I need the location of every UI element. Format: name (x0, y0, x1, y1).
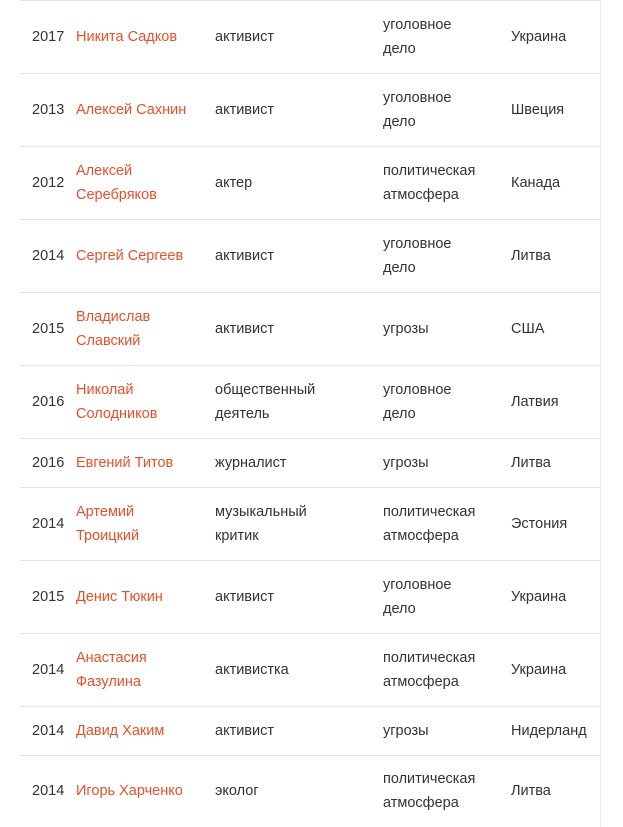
table-row (20, 439, 600, 488)
occupation-text: активист (215, 321, 275, 337)
reason-cell (383, 366, 511, 439)
name-cell (76, 439, 215, 488)
reason-text: политическая (383, 504, 476, 520)
name-cell (76, 634, 215, 707)
table-row (20, 74, 600, 147)
year-cell: 2017 (20, 1, 76, 74)
country-cell: Швеция (511, 74, 600, 147)
name-cell (76, 366, 215, 439)
reason-text: атмосфера (383, 795, 459, 811)
occupation-cell (215, 634, 383, 707)
reason-text: угрозы (383, 723, 429, 739)
occupation-cell (215, 293, 383, 366)
country-cell: Литва (511, 439, 600, 488)
name-cell (76, 74, 215, 147)
table-row (20, 634, 600, 707)
table-row (20, 561, 600, 634)
person-name-link[interactable]: Фазулина (76, 674, 141, 690)
occupation-cell (215, 707, 383, 756)
occupation-text: музыкальный (215, 504, 307, 520)
reason-text: дело (383, 260, 416, 276)
occupation-cell (215, 488, 383, 561)
year-cell: 2014 (20, 707, 76, 756)
name-cell (76, 561, 215, 634)
year-cell: 2014 (20, 220, 76, 293)
name-cell (76, 707, 215, 756)
occupation-cell (215, 366, 383, 439)
occupation-text: активист (215, 723, 275, 739)
table-row (20, 293, 600, 366)
occupation-cell (215, 561, 383, 634)
country-cell: Нидерланд (511, 707, 600, 756)
occupation-text: эколог (215, 783, 259, 799)
person-name-link[interactable]: Николай (76, 382, 134, 398)
occupation-cell (215, 1, 383, 74)
reason-text: атмосфера (383, 674, 459, 690)
country-cell: Украина (511, 1, 600, 74)
reason-text: уголовное (383, 577, 452, 593)
occupation-cell (215, 74, 383, 147)
occupation-text: активистка (215, 662, 289, 678)
occupation-text: активист (215, 102, 275, 118)
name-cell (76, 756, 215, 827)
occupation-text: актер (215, 175, 253, 191)
person-name-link[interactable]: Алексей (76, 163, 133, 179)
person-name-link[interactable]: Славский (76, 333, 141, 349)
person-name-link[interactable]: Давид Хаким (76, 723, 165, 739)
year-cell: 2015 (20, 293, 76, 366)
occupation-text: активист (215, 248, 275, 264)
year-cell: 2016 (20, 439, 76, 488)
person-name-link[interactable]: Анастасия (76, 650, 147, 666)
country-cell: Канада (511, 147, 600, 220)
year-cell: 2014 (32, 783, 65, 799)
occupation-text: активист (215, 29, 275, 45)
emigrants-table (20, 1, 600, 826)
name-cell (76, 293, 215, 366)
person-name-link[interactable]: Сергей Сергеев (76, 248, 184, 264)
country-cell: Литва (511, 783, 551, 799)
reason-text: дело (383, 114, 416, 130)
name-cell (76, 220, 215, 293)
occupation-cell (215, 220, 383, 293)
year-cell: 2014 (20, 634, 76, 707)
occupation-cell (215, 439, 383, 488)
country-cell: Латвия (511, 366, 600, 439)
reason-text: уголовное (383, 382, 452, 398)
year-cell: 2016 (20, 366, 76, 439)
table-row (20, 1, 600, 74)
year-cell: 2013 (20, 74, 76, 147)
reason-text: уголовное (383, 90, 452, 106)
person-name-link[interactable]: Евгений Титов (76, 455, 174, 471)
reason-text: угрозы (383, 455, 429, 471)
occupation-text: журналист (215, 455, 287, 471)
reason-cell (383, 756, 511, 827)
reason-text: атмосфера (383, 187, 459, 203)
person-name-link[interactable]: Артемий (76, 504, 135, 520)
reason-cell (383, 74, 511, 147)
reason-cell (383, 439, 511, 488)
person-name-link[interactable]: Денис Тюкин (76, 589, 163, 605)
person-name-link[interactable]: Игорь Харченко (76, 783, 183, 799)
table-row (20, 220, 600, 293)
country-cell: Украина (511, 561, 600, 634)
table-row (20, 488, 600, 561)
reason-text: дело (383, 601, 416, 617)
table-right-border (600, 0, 601, 827)
name-cell (76, 147, 215, 220)
reason-text: атмосфера (383, 528, 459, 544)
occupation-cell (215, 147, 383, 220)
table-row (20, 366, 600, 439)
reason-cell (383, 488, 511, 561)
occupation-text: активист (215, 589, 275, 605)
person-name-link[interactable]: Алексей Сахнин (76, 102, 187, 118)
occupation-cell (215, 756, 383, 827)
reason-text: политическая (383, 771, 476, 787)
reason-cell (383, 634, 511, 707)
reason-cell (383, 561, 511, 634)
person-name-link[interactable]: Серебряков (76, 187, 157, 203)
reason-text: уголовное (383, 17, 452, 33)
country-cell: Эстония (511, 488, 600, 561)
reason-text: политическая (383, 650, 476, 666)
year-cell: 2012 (20, 147, 76, 220)
reason-cell (383, 293, 511, 366)
reason-text: дело (383, 41, 416, 57)
reason-cell (383, 1, 511, 74)
table-row (20, 707, 600, 756)
reason-text: дело (383, 406, 416, 422)
occupation-text: деятель (215, 406, 270, 422)
country-cell: Литва (511, 220, 600, 293)
reason-text: политическая (383, 163, 476, 179)
reason-cell (383, 220, 511, 293)
year-cell: 2014 (20, 488, 76, 561)
person-name-link[interactable]: Троицкий (76, 528, 140, 544)
reason-cell (383, 147, 511, 220)
reason-cell (383, 707, 511, 756)
reason-text: угрозы (383, 321, 429, 337)
reason-text: уголовное (383, 236, 452, 252)
country-cell: Украина (511, 634, 600, 707)
name-cell (76, 1, 215, 74)
country-cell: США (511, 293, 600, 366)
year-cell: 2015 (20, 561, 76, 634)
name-cell (76, 488, 215, 561)
occupation-text: общественный (215, 382, 316, 398)
person-name-link[interactable]: Солодников (76, 406, 158, 422)
person-name-link[interactable]: Владислав (76, 309, 151, 325)
occupation-text: критик (215, 528, 259, 544)
table-row (20, 756, 600, 827)
table-row (20, 147, 600, 220)
table-body (20, 1, 600, 826)
person-name-link[interactable]: Никита Садков (76, 29, 178, 45)
